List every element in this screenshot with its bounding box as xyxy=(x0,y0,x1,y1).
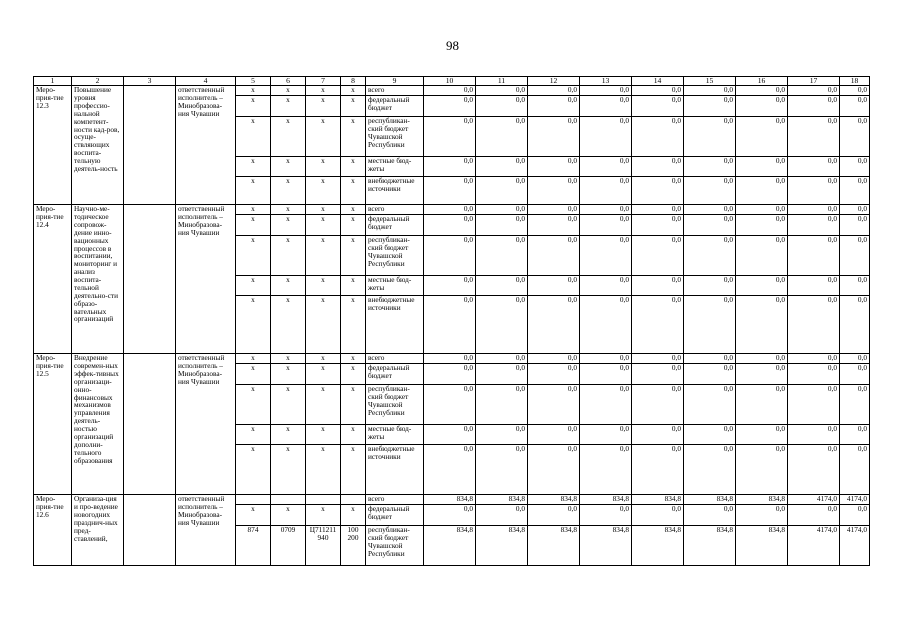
amount-cell: 0,0 xyxy=(736,86,788,96)
section-code-cell: x xyxy=(271,425,306,445)
amount-cell: 0,0 xyxy=(424,364,476,385)
section-code-cell: x xyxy=(271,157,306,177)
funding-source-cell: федеральный бюджет xyxy=(366,96,424,117)
section-code-cell: x xyxy=(271,117,306,157)
amount-cell: 0,0 xyxy=(580,96,632,117)
target-code-cell: x xyxy=(306,354,341,364)
amount-cell: 834,8 xyxy=(632,495,684,505)
grbs-code-cell: x xyxy=(236,425,271,445)
measure-name-cell: Повышение уровня профессио-нальной компетент-ности кад-ров, осуще-ствляющих воспита-тельную деятель-ность xyxy=(72,86,124,205)
amount-cell: 0,0 xyxy=(632,96,684,117)
expense-type-cell: 100 200 xyxy=(341,526,366,566)
amount-cell: 0,0 xyxy=(476,276,528,296)
amount-cell: 0,0 xyxy=(736,296,788,354)
amount-cell: 0,0 xyxy=(580,505,632,526)
amount-cell: 834,8 xyxy=(580,495,632,505)
amount-cell: 834,8 xyxy=(476,495,528,505)
amount-cell: 0,0 xyxy=(528,157,580,177)
column-header: 12 xyxy=(528,77,580,86)
section-code-cell: x xyxy=(271,236,306,276)
target-code-cell: x xyxy=(306,276,341,296)
expense-type-cell: x xyxy=(341,354,366,364)
target-code-cell: x xyxy=(306,215,341,236)
budget-table xyxy=(33,76,870,566)
amount-cell: 0,0 xyxy=(840,425,870,445)
amount-cell: 0,0 xyxy=(424,177,476,205)
funding-source-cell: федеральный бюджет xyxy=(366,215,424,236)
target-code-cell: Ц711211 940 xyxy=(306,526,341,566)
grbs-code-cell: x xyxy=(236,236,271,276)
amount-cell: 0,0 xyxy=(580,236,632,276)
expense-type-cell: x xyxy=(341,236,366,276)
amount-cell: 0,0 xyxy=(580,276,632,296)
amount-cell: 0,0 xyxy=(684,296,736,354)
amount-cell: 0,0 xyxy=(476,157,528,177)
grbs-code-cell: x xyxy=(236,177,271,205)
section-code-cell: x xyxy=(271,276,306,296)
amount-cell: 0,0 xyxy=(684,117,736,157)
funding-source-cell: внебюджетные источники xyxy=(366,445,424,495)
section-code-cell: x xyxy=(271,96,306,117)
target-code-cell: x xyxy=(306,205,341,215)
target-code-cell: x xyxy=(306,236,341,276)
amount-cell: 0,0 xyxy=(528,385,580,425)
amount-cell: 0,0 xyxy=(840,236,870,276)
amount-cell: 0,0 xyxy=(840,215,870,236)
column-header: 15 xyxy=(684,77,736,86)
measure-cell: Меро-прия-тие 12.3 xyxy=(34,86,72,205)
expense-type-cell: x xyxy=(341,385,366,425)
section-code-cell: x xyxy=(271,354,306,364)
section-code-cell: x xyxy=(271,296,306,354)
amount-cell: 0,0 xyxy=(736,96,788,117)
amount-cell: 0,0 xyxy=(424,505,476,526)
amount-cell: 0,0 xyxy=(840,296,870,354)
amount-cell: 0,0 xyxy=(632,364,684,385)
column-header: 8 xyxy=(341,77,366,86)
column-header: 1 xyxy=(34,77,72,86)
column-header: 13 xyxy=(580,77,632,86)
amount-cell: 0,0 xyxy=(840,205,870,215)
funding-source-cell: всего xyxy=(366,354,424,364)
amount-cell: 0,0 xyxy=(424,205,476,215)
funding-source-cell: всего xyxy=(366,205,424,215)
expense-type-cell: x xyxy=(341,425,366,445)
amount-cell: 4174,0 xyxy=(840,526,870,566)
section-code-cell: x xyxy=(271,205,306,215)
amount-cell: 0,0 xyxy=(424,86,476,96)
section-code-cell: 0709 xyxy=(271,526,306,566)
amount-cell: 0,0 xyxy=(476,385,528,425)
amount-cell: 4174,0 xyxy=(840,495,870,505)
amount-cell: 0,0 xyxy=(632,117,684,157)
amount-cell: 0,0 xyxy=(788,236,840,276)
amount-cell: 0,0 xyxy=(736,117,788,157)
grbs-code-cell: x xyxy=(236,157,271,177)
amount-cell: 0,0 xyxy=(684,215,736,236)
amount-cell: 0,0 xyxy=(788,364,840,385)
amount-cell: 0,0 xyxy=(528,276,580,296)
amount-cell: 0,0 xyxy=(424,276,476,296)
amount-cell: 0,0 xyxy=(788,296,840,354)
section-code-cell xyxy=(271,495,306,505)
section-code-cell: x xyxy=(271,177,306,205)
amount-cell: 0,0 xyxy=(632,354,684,364)
target-code-cell: x xyxy=(306,296,341,354)
amount-cell: 0,0 xyxy=(840,157,870,177)
amount-cell: 0,0 xyxy=(632,296,684,354)
amount-cell: 0,0 xyxy=(528,354,580,364)
amount-cell: 0,0 xyxy=(580,117,632,157)
funding-source-cell: внебюджетные источники xyxy=(366,296,424,354)
executor-cell: ответственный исполнитель – Минобразова-ния Чувашии xyxy=(176,86,236,205)
amount-cell: 0,0 xyxy=(632,86,684,96)
amount-cell: 0,0 xyxy=(476,205,528,215)
measure-name-cell: Внедрение современ-ных эффек-тивных организаци-онно-финансовых механизмов управления деятель-ностью организаций дополни-тельного образования xyxy=(72,354,124,495)
column-3-cell xyxy=(124,205,176,354)
funding-source-cell: внебюджетные источники xyxy=(366,177,424,205)
grbs-code-cell: x xyxy=(236,117,271,157)
section-code-cell: x xyxy=(271,505,306,526)
grbs-code-cell: x xyxy=(236,86,271,96)
amount-cell: 0,0 xyxy=(528,205,580,215)
table-header-row xyxy=(34,77,870,86)
amount-cell: 0,0 xyxy=(684,96,736,117)
amount-cell: 0,0 xyxy=(580,157,632,177)
amount-cell: 0,0 xyxy=(632,177,684,205)
amount-cell: 0,0 xyxy=(736,276,788,296)
amount-cell: 0,0 xyxy=(840,505,870,526)
amount-cell: 0,0 xyxy=(788,425,840,445)
amount-cell: 0,0 xyxy=(580,364,632,385)
target-code-cell: x xyxy=(306,117,341,157)
target-code-cell: x xyxy=(306,445,341,495)
amount-cell: 0,0 xyxy=(632,505,684,526)
amount-cell: 0,0 xyxy=(788,445,840,495)
funding-source-cell: республикан-ский бюджет Чувашской Республики xyxy=(366,117,424,157)
grbs-code-cell: x xyxy=(236,505,271,526)
amount-cell: 0,0 xyxy=(580,354,632,364)
table-row xyxy=(34,495,870,505)
amount-cell: 0,0 xyxy=(424,445,476,495)
amount-cell: 0,0 xyxy=(580,296,632,354)
grbs-code-cell: x xyxy=(236,205,271,215)
amount-cell: 0,0 xyxy=(580,215,632,236)
amount-cell: 0,0 xyxy=(476,425,528,445)
grbs-code-cell: x xyxy=(236,445,271,495)
measure-cell: Меро-прия-тие 12.4 xyxy=(34,205,72,354)
grbs-code-cell: x xyxy=(236,296,271,354)
amount-cell: 0,0 xyxy=(580,425,632,445)
amount-cell: 0,0 xyxy=(788,86,840,96)
amount-cell: 0,0 xyxy=(476,96,528,117)
expense-type-cell: x xyxy=(341,86,366,96)
funding-source-cell: республикан-ский бюджет Чувашской Республики xyxy=(366,236,424,276)
target-code-cell: x xyxy=(306,86,341,96)
amount-cell: 0,0 xyxy=(788,505,840,526)
amount-cell: 0,0 xyxy=(528,505,580,526)
funding-source-cell: местные бюд-жеты xyxy=(366,276,424,296)
amount-cell: 0,0 xyxy=(788,215,840,236)
amount-cell: 0,0 xyxy=(788,96,840,117)
amount-cell: 0,0 xyxy=(736,385,788,425)
amount-cell: 0,0 xyxy=(476,215,528,236)
amount-cell: 0,0 xyxy=(632,425,684,445)
amount-cell: 834,8 xyxy=(528,526,580,566)
amount-cell: 0,0 xyxy=(476,296,528,354)
funding-source-cell: федеральный бюджет xyxy=(366,364,424,385)
amount-cell: 0,0 xyxy=(684,505,736,526)
funding-source-cell: местные бюд-жеты xyxy=(366,157,424,177)
table-row xyxy=(34,86,870,96)
amount-cell: 0,0 xyxy=(840,276,870,296)
column-header: 2 xyxy=(72,77,124,86)
amount-cell: 0,0 xyxy=(736,205,788,215)
amount-cell: 0,0 xyxy=(476,86,528,96)
amount-cell: 0,0 xyxy=(476,236,528,276)
amount-cell: 834,8 xyxy=(424,495,476,505)
amount-cell: 0,0 xyxy=(424,157,476,177)
amount-cell: 0,0 xyxy=(580,385,632,425)
amount-cell: 0,0 xyxy=(736,236,788,276)
measure-name-cell: Организа-ция и про-ведение новогодних празднич-ных пред-ставлений, xyxy=(72,495,124,566)
amount-cell: 0,0 xyxy=(476,445,528,495)
amount-cell: 0,0 xyxy=(632,157,684,177)
amount-cell: 834,8 xyxy=(424,526,476,566)
amount-cell: 4174,0 xyxy=(788,526,840,566)
amount-cell: 834,8 xyxy=(528,495,580,505)
target-code-cell: x xyxy=(306,425,341,445)
amount-cell: 0,0 xyxy=(788,177,840,205)
expense-type-cell: x xyxy=(341,445,366,495)
expense-type-cell: x xyxy=(341,117,366,157)
amount-cell: 0,0 xyxy=(736,177,788,205)
amount-cell: 0,0 xyxy=(840,96,870,117)
column-3-cell xyxy=(124,86,176,205)
column-header: 5 xyxy=(236,77,271,86)
amount-cell: 0,0 xyxy=(840,385,870,425)
grbs-code-cell: x xyxy=(236,215,271,236)
funding-source-cell: местные бюд-жеты xyxy=(366,425,424,445)
amount-cell: 0,0 xyxy=(788,276,840,296)
amount-cell: 0,0 xyxy=(632,236,684,276)
target-code-cell: x xyxy=(306,177,341,205)
amount-cell: 0,0 xyxy=(736,445,788,495)
amount-cell: 0,0 xyxy=(528,96,580,117)
amount-cell: 0,0 xyxy=(736,425,788,445)
amount-cell: 834,8 xyxy=(580,526,632,566)
target-code-cell: x xyxy=(306,505,341,526)
amount-cell: 0,0 xyxy=(684,385,736,425)
funding-source-cell: республикан-ский бюджет Чувашской Республики xyxy=(366,526,424,566)
amount-cell: 0,0 xyxy=(632,276,684,296)
expense-type-cell: x xyxy=(341,96,366,117)
amount-cell: 0,0 xyxy=(528,425,580,445)
amount-cell: 0,0 xyxy=(736,215,788,236)
amount-cell: 0,0 xyxy=(632,205,684,215)
column-header: 9 xyxy=(366,77,424,86)
amount-cell: 0,0 xyxy=(528,177,580,205)
amount-cell: 0,0 xyxy=(840,445,870,495)
grbs-code-cell: x xyxy=(236,276,271,296)
amount-cell: 0,0 xyxy=(788,354,840,364)
amount-cell: 0,0 xyxy=(424,96,476,117)
target-code-cell: x xyxy=(306,364,341,385)
amount-cell: 0,0 xyxy=(684,354,736,364)
executor-cell: ответственный исполнитель – Минобразова-ния Чувашии xyxy=(176,354,236,495)
table-row xyxy=(34,205,870,215)
section-code-cell: x xyxy=(271,445,306,495)
amount-cell: 0,0 xyxy=(528,364,580,385)
grbs-code-cell: x xyxy=(236,385,271,425)
amount-cell: 0,0 xyxy=(736,505,788,526)
table-row xyxy=(34,354,870,364)
amount-cell: 4174,0 xyxy=(788,495,840,505)
expense-type-cell: x xyxy=(341,215,366,236)
amount-cell: 834,8 xyxy=(684,526,736,566)
expense-type-cell: x xyxy=(341,157,366,177)
amount-cell: 834,8 xyxy=(632,526,684,566)
amount-cell: 0,0 xyxy=(736,364,788,385)
amount-cell: 834,8 xyxy=(684,495,736,505)
amount-cell: 0,0 xyxy=(840,86,870,96)
amount-cell: 0,0 xyxy=(528,117,580,157)
page-number: 98 xyxy=(446,38,459,53)
column-3-cell xyxy=(124,495,176,566)
funding-source-cell: республикан-ский бюджет Чувашской Республики xyxy=(366,385,424,425)
amount-cell: 0,0 xyxy=(580,177,632,205)
amount-cell: 0,0 xyxy=(840,117,870,157)
amount-cell: 0,0 xyxy=(788,157,840,177)
amount-cell: 0,0 xyxy=(528,86,580,96)
measure-cell: Меро-прия-тие 12.6 xyxy=(34,495,72,566)
amount-cell: 834,8 xyxy=(736,526,788,566)
measure-cell: Меро-прия-тие 12.5 xyxy=(34,354,72,495)
column-3-cell xyxy=(124,354,176,495)
expense-type-cell: x xyxy=(341,296,366,354)
amount-cell: 0,0 xyxy=(684,236,736,276)
amount-cell: 0,0 xyxy=(476,505,528,526)
funding-source-cell: всего xyxy=(366,86,424,96)
amount-cell: 0,0 xyxy=(632,385,684,425)
grbs-code-cell: x xyxy=(236,364,271,385)
amount-cell: 0,0 xyxy=(424,236,476,276)
amount-cell: 0,0 xyxy=(684,177,736,205)
amount-cell: 0,0 xyxy=(684,157,736,177)
expense-type-cell: x xyxy=(341,276,366,296)
amount-cell: 0,0 xyxy=(528,236,580,276)
amount-cell: 0,0 xyxy=(684,86,736,96)
amount-cell: 0,0 xyxy=(424,215,476,236)
amount-cell: 0,0 xyxy=(580,205,632,215)
amount-cell: 0,0 xyxy=(528,296,580,354)
funding-source-cell: федеральный бюджет xyxy=(366,505,424,526)
expense-type-cell: x xyxy=(341,177,366,205)
amount-cell: 0,0 xyxy=(528,215,580,236)
amount-cell: 0,0 xyxy=(580,445,632,495)
grbs-code-cell xyxy=(236,495,271,505)
grbs-code-cell: x xyxy=(236,354,271,364)
measure-name-cell: Научно-ме-тодическое сопровож-дение инно-вационных процессов в воспитании, мониторинг и анализ воспита-тельной деятельно-сти образо-вательных организаций xyxy=(72,205,124,354)
amount-cell: 0,0 xyxy=(424,354,476,364)
column-header: 10 xyxy=(424,77,476,86)
column-header: 17 xyxy=(788,77,840,86)
column-header: 6 xyxy=(271,77,306,86)
target-code-cell xyxy=(306,495,341,505)
target-code-cell: x xyxy=(306,385,341,425)
section-code-cell: x xyxy=(271,385,306,425)
column-header: 3 xyxy=(124,77,176,86)
amount-cell: 0,0 xyxy=(840,177,870,205)
section-code-cell: x xyxy=(271,86,306,96)
section-code-cell: x xyxy=(271,364,306,385)
amount-cell: 0,0 xyxy=(788,385,840,425)
amount-cell: 0,0 xyxy=(684,205,736,215)
amount-cell: 0,0 xyxy=(736,157,788,177)
expense-type-cell: x xyxy=(341,505,366,526)
amount-cell: 0,0 xyxy=(476,364,528,385)
target-code-cell: x xyxy=(306,157,341,177)
amount-cell: 0,0 xyxy=(424,425,476,445)
column-header: 11 xyxy=(476,77,528,86)
amount-cell: 0,0 xyxy=(840,354,870,364)
grbs-code-cell: 874 xyxy=(236,526,271,566)
column-header: 7 xyxy=(306,77,341,86)
amount-cell: 834,8 xyxy=(736,495,788,505)
grbs-code-cell: x xyxy=(236,96,271,117)
amount-cell: 0,0 xyxy=(580,86,632,96)
amount-cell: 0,0 xyxy=(424,385,476,425)
amount-cell: 0,0 xyxy=(684,425,736,445)
amount-cell: 0,0 xyxy=(476,117,528,157)
amount-cell: 0,0 xyxy=(476,177,528,205)
amount-cell: 0,0 xyxy=(476,354,528,364)
amount-cell: 0,0 xyxy=(684,445,736,495)
column-header: 16 xyxy=(736,77,788,86)
amount-cell: 834,8 xyxy=(476,526,528,566)
expense-type-cell: x xyxy=(341,205,366,215)
amount-cell: 0,0 xyxy=(528,445,580,495)
amount-cell: 0,0 xyxy=(788,205,840,215)
amount-cell: 0,0 xyxy=(424,117,476,157)
amount-cell: 0,0 xyxy=(424,296,476,354)
amount-cell: 0,0 xyxy=(684,276,736,296)
column-header: 4 xyxy=(176,77,236,86)
amount-cell: 0,0 xyxy=(840,364,870,385)
column-header: 18 xyxy=(840,77,870,86)
section-code-cell: x xyxy=(271,215,306,236)
funding-source-cell: всего xyxy=(366,495,424,505)
amount-cell: 0,0 xyxy=(788,117,840,157)
executor-cell: ответственный исполнитель – Минобразова-ния Чувашии xyxy=(176,495,236,566)
amount-cell: 0,0 xyxy=(736,354,788,364)
executor-cell: ответственный исполнитель – Минобразова-ния Чувашии xyxy=(176,205,236,354)
amount-cell: 0,0 xyxy=(684,364,736,385)
expense-type-cell: x xyxy=(341,364,366,385)
column-header: 14 xyxy=(632,77,684,86)
expense-type-cell xyxy=(341,495,366,505)
target-code-cell: x xyxy=(306,96,341,117)
amount-cell: 0,0 xyxy=(632,215,684,236)
amount-cell: 0,0 xyxy=(632,445,684,495)
